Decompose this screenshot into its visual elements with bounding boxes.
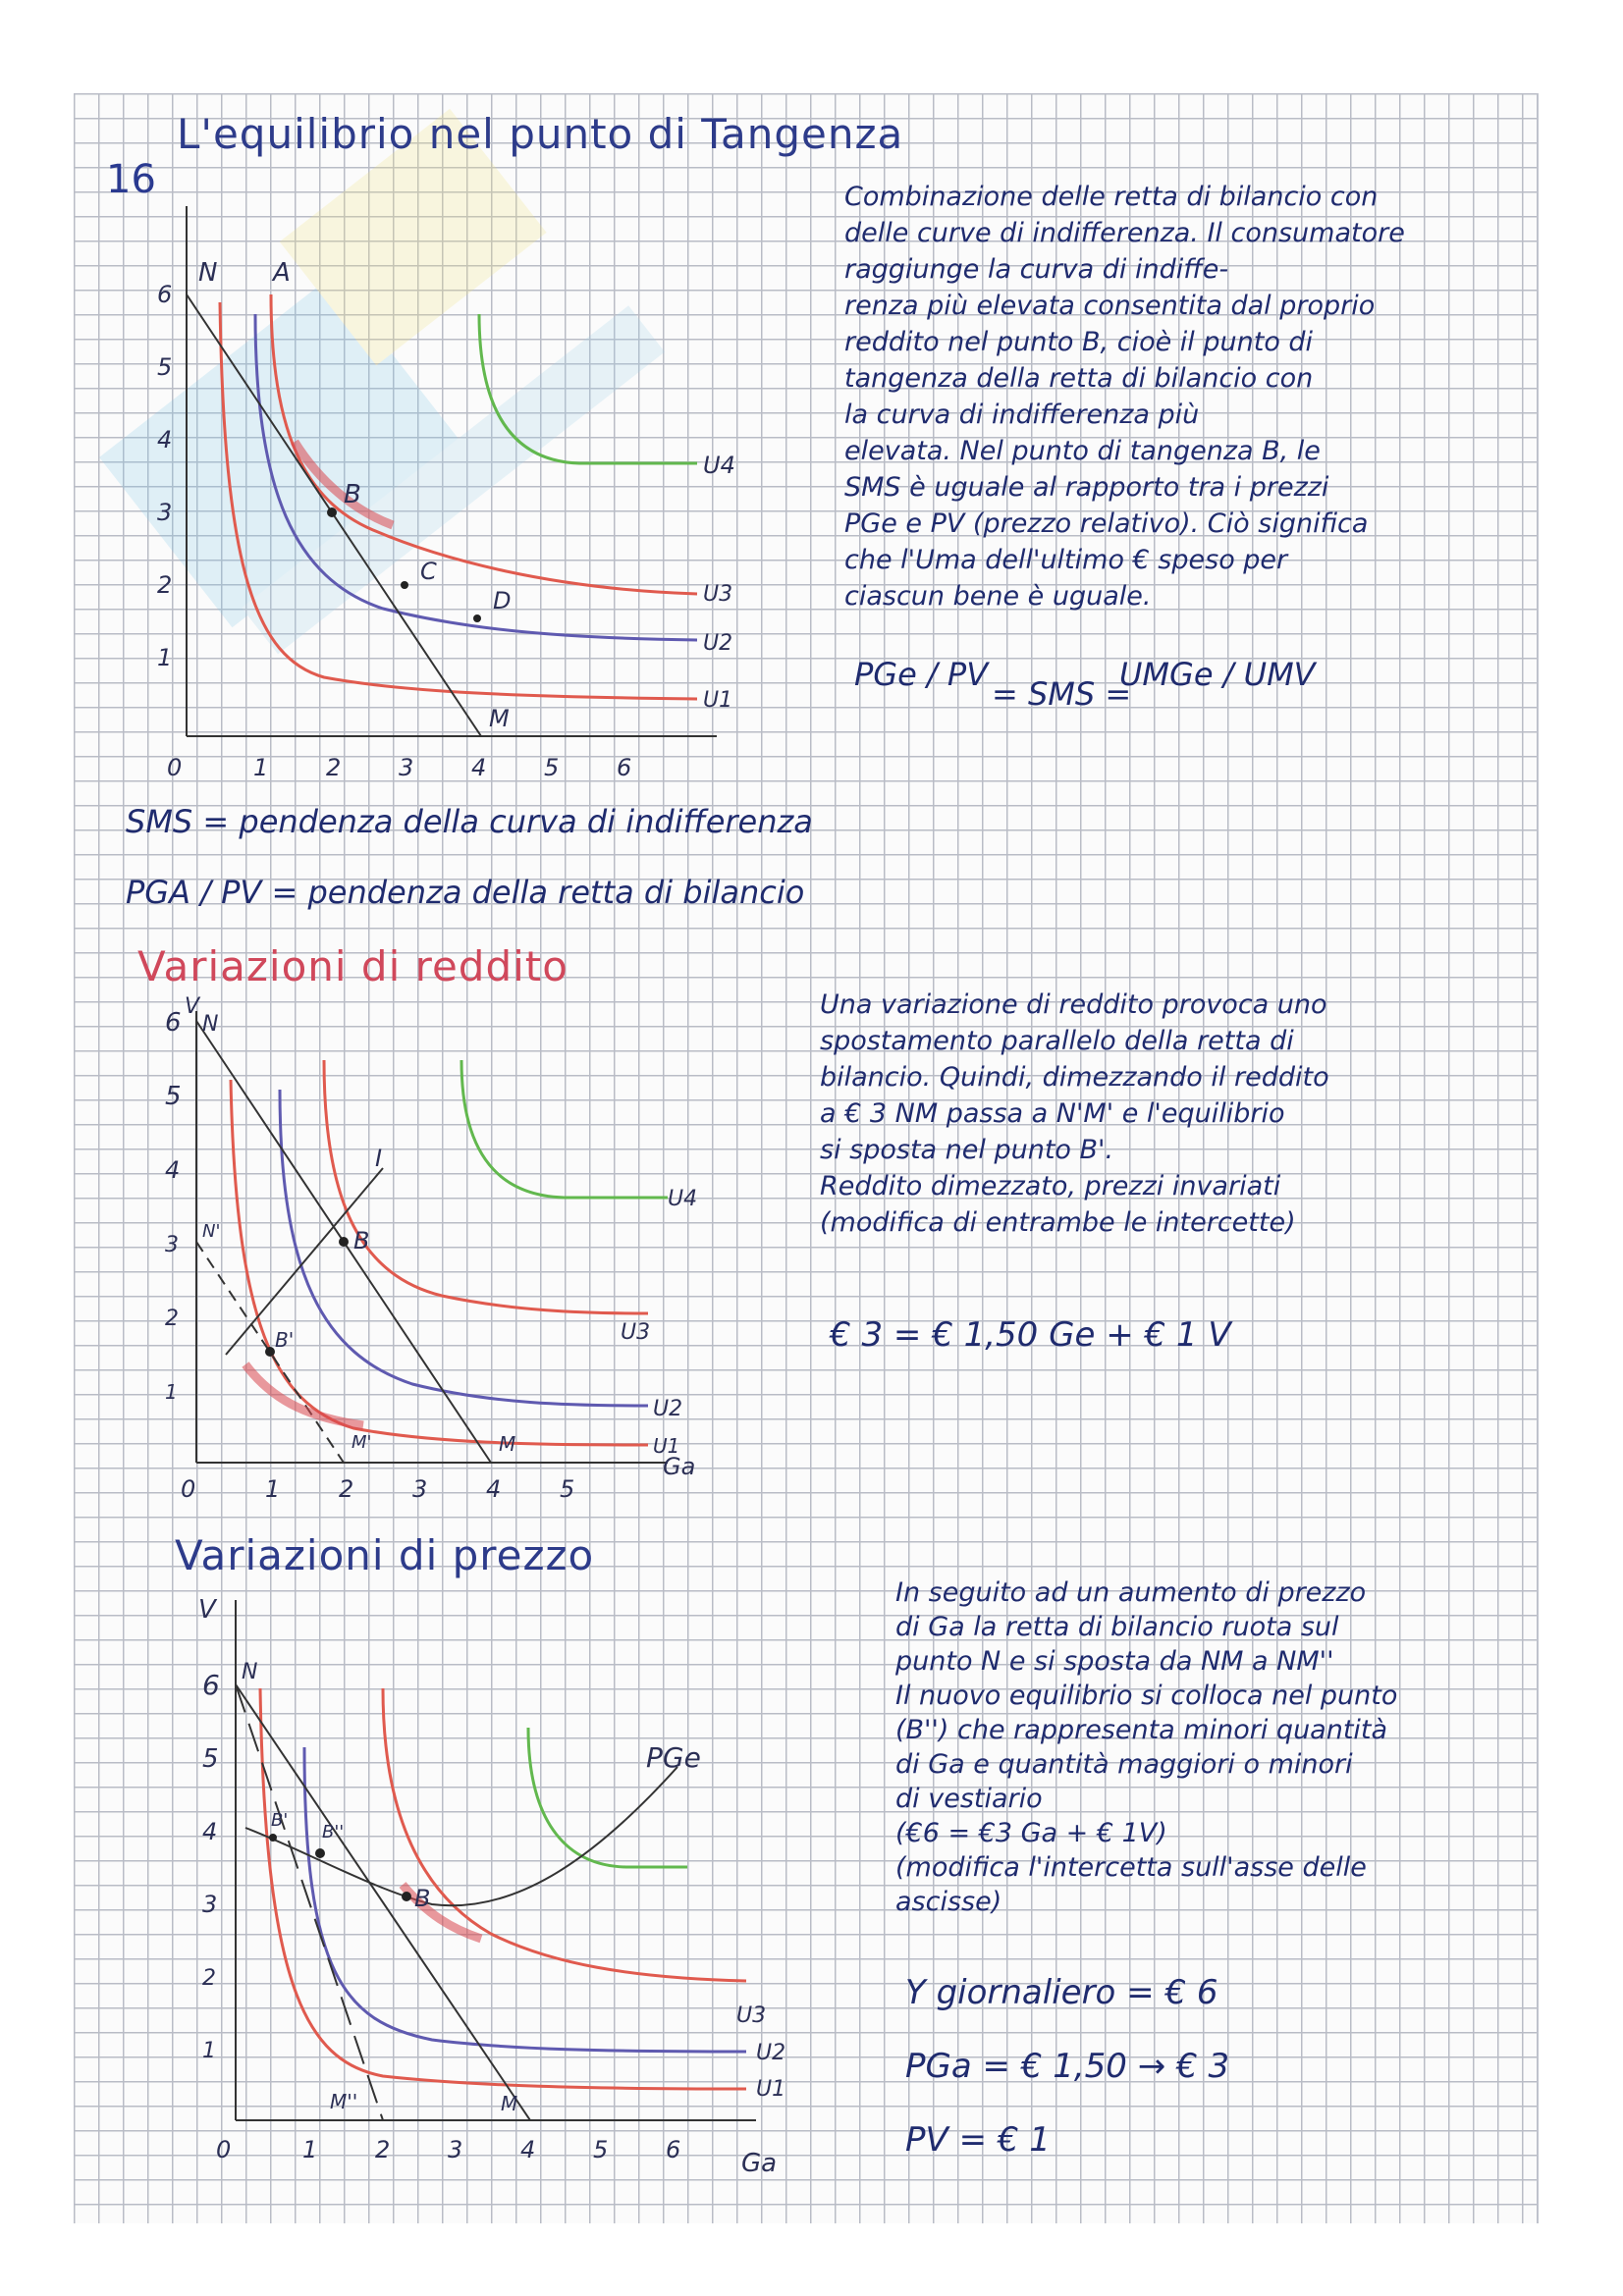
x-tick-0: 0 xyxy=(181,1475,196,1503)
label-u3: U3 xyxy=(621,1320,651,1345)
line: PGe e PV (prezzo relativo). Ciò significa xyxy=(844,508,1369,539)
y-tick-2: 2 xyxy=(157,571,173,599)
line: raggiunge la curva di indiffe- xyxy=(844,254,1229,285)
line: che l'Uma dell'ultimo € speso per xyxy=(844,545,1288,575)
label-b1: B' xyxy=(275,1328,295,1352)
label-m: M xyxy=(501,2092,518,2115)
line: Combinazione delle retta di bilancio con xyxy=(844,182,1379,212)
label-b: B xyxy=(344,480,361,509)
tangency-explanation xyxy=(844,179,1405,614)
x-tick-3: 3 xyxy=(412,1475,428,1503)
label-a: A xyxy=(273,258,291,288)
income-consumption-line xyxy=(226,1168,383,1355)
point-b1 xyxy=(269,1834,277,1842)
point-d xyxy=(473,614,481,622)
x-tick-0: 0 xyxy=(167,754,183,781)
y-axis-label: V xyxy=(198,1595,216,1625)
y-axis-label: V xyxy=(185,994,200,1019)
line: elevata. Nel punto di tangenza B, le xyxy=(844,436,1321,466)
x-tick-0: 0 xyxy=(216,2136,232,2163)
line: ascisse) xyxy=(895,1887,1002,1917)
line: a € 3 NM passa a N'M' e l'equilibrio xyxy=(820,1098,1285,1129)
curve-u2 xyxy=(304,1747,746,2052)
price-ga-change: PGa = € 1,50 → € 3 xyxy=(905,2047,1230,2086)
price-consumption-curve xyxy=(245,1767,677,1905)
income-equation: € 3 = € 1,50 Ge + € 1 V xyxy=(830,1315,1231,1355)
y-tick-5: 5 xyxy=(157,353,173,381)
y-tick-1: 1 xyxy=(202,2039,216,2063)
y-tick-5: 5 xyxy=(202,1744,219,1774)
x-tick-2: 2 xyxy=(375,2136,391,2163)
label-n: N xyxy=(198,258,218,288)
curve-u3 xyxy=(324,1060,648,1313)
label-u2: U2 xyxy=(653,1397,683,1421)
y-tick-2: 2 xyxy=(202,1966,216,1991)
label-b1: B' xyxy=(271,1810,289,1831)
label-u4: U4 xyxy=(668,1187,698,1211)
label-n1: N' xyxy=(202,1221,221,1242)
heading-price-variation: Variazioni di prezzo xyxy=(175,1531,595,1579)
formula-right: UMGe / UMV xyxy=(1119,656,1316,693)
x-tick-3: 3 xyxy=(399,754,414,781)
line: bilancio. Quindi, dimezzando il reddito xyxy=(820,1062,1329,1093)
label-u3: U3 xyxy=(736,2003,767,2028)
label-pge: PGe xyxy=(646,1741,701,1774)
line: di Ga e quantità maggiori o minori xyxy=(895,1749,1353,1780)
point-c xyxy=(401,581,408,589)
line: Il nuovo equilibrio si colloca nel punto xyxy=(895,1681,1398,1711)
line: tangenza della retta di bilancio con xyxy=(844,363,1314,394)
line: si sposta nel punto B'. xyxy=(820,1135,1114,1165)
x-tick-6: 6 xyxy=(617,754,632,781)
line: la curva di indifferenza più xyxy=(844,400,1200,430)
x-tick-4: 4 xyxy=(471,754,487,781)
label-u1: U1 xyxy=(703,688,733,713)
label-n: N xyxy=(242,1660,258,1684)
label-d: D xyxy=(493,587,512,614)
line: ciascun bene è uguale. xyxy=(844,581,1152,612)
y-tick-6: 6 xyxy=(165,1008,182,1038)
budget-line-nm2 xyxy=(236,1684,383,2120)
y-tick-6: 6 xyxy=(157,281,173,308)
x-tick-5: 5 xyxy=(560,1475,575,1503)
y-tick-4: 4 xyxy=(202,1818,218,1845)
point-b xyxy=(339,1237,349,1247)
line: reddito nel punto B, cioè il punto di xyxy=(844,327,1314,357)
line: In seguito ad un aumento di prezzo xyxy=(895,1577,1367,1608)
point-b xyxy=(402,1892,411,1901)
line: (modifica l'intercetta sull'asse delle xyxy=(895,1852,1367,1883)
label-c: C xyxy=(420,558,437,585)
line: delle curve di indifferenza. Il consumatore xyxy=(844,218,1405,248)
point-b2 xyxy=(315,1848,325,1858)
label-m2: M'' xyxy=(330,2090,358,2113)
daily-income: Y giornaliero = € 6 xyxy=(905,1973,1218,2012)
y-tick-1: 1 xyxy=(165,1380,178,1404)
x-tick-1: 1 xyxy=(253,754,269,781)
x-tick-5: 5 xyxy=(593,2136,609,2163)
label-b2: B'' xyxy=(322,1822,345,1842)
label-u2: U2 xyxy=(703,631,733,656)
line: di Ga la retta di bilancio ruota sul xyxy=(895,1612,1339,1642)
formula-left: PGe / PV xyxy=(854,656,989,693)
point-b xyxy=(327,507,337,517)
point-b1 xyxy=(265,1347,275,1357)
line: punto N e si sposta da NM a NM'' xyxy=(895,1646,1334,1677)
formula-middle: = SMS = xyxy=(992,675,1132,713)
label-u1: U1 xyxy=(756,2077,786,2102)
x-tick-1: 1 xyxy=(265,1475,281,1503)
price-v: PV = € 1 xyxy=(905,2120,1051,2160)
y-tick-3: 3 xyxy=(202,1891,218,1918)
x-axis-label: Ga xyxy=(663,1453,696,1480)
y-tick-3: 3 xyxy=(157,499,173,526)
x-tick-2: 2 xyxy=(326,754,342,781)
label-u3: U3 xyxy=(703,582,733,607)
line: (B'') che rappresenta minori quantità xyxy=(895,1715,1388,1745)
label-u1: U1 xyxy=(653,1434,680,1458)
label-b: B xyxy=(414,1885,431,1912)
y-tick-2: 2 xyxy=(165,1307,179,1331)
income-variation-explanation xyxy=(820,987,1329,1241)
u1-shading xyxy=(245,1364,363,1425)
line: (modifica di entrambe le intercette) xyxy=(820,1207,1296,1238)
chart-income-variation xyxy=(118,994,746,1551)
x-tick-6: 6 xyxy=(666,2136,681,2163)
line: Reddito dimezzato, prezzi invariati xyxy=(820,1171,1281,1201)
x-axis-label: Ga xyxy=(741,2149,778,2178)
price-ratio-definition: PGA / PV = pendenza della retta di bilancio xyxy=(126,874,805,911)
page-number: 16 xyxy=(106,157,156,202)
y-tick-3: 3 xyxy=(165,1233,179,1257)
label-i: I xyxy=(375,1145,383,1172)
y-tick-5: 5 xyxy=(165,1082,182,1111)
curve-u4 xyxy=(479,314,697,463)
label-m: M xyxy=(499,1432,516,1456)
y-tick-1: 1 xyxy=(157,644,173,671)
x-tick-2: 2 xyxy=(339,1475,354,1503)
curve-u3 xyxy=(383,1688,746,1981)
y-tick-6: 6 xyxy=(202,1669,220,1701)
x-tick-4: 4 xyxy=(486,1475,502,1503)
x-tick-5: 5 xyxy=(544,754,560,781)
page-title: L'equilibrio nel punto di Tangenza xyxy=(177,110,904,158)
label-m1: M' xyxy=(352,1432,372,1453)
line: di vestiario xyxy=(895,1784,1043,1814)
x-tick-1: 1 xyxy=(302,2136,318,2163)
label-u4: U4 xyxy=(703,452,735,479)
curve-u2 xyxy=(280,1090,651,1406)
label-n: N xyxy=(202,1012,219,1037)
x-tick-3: 3 xyxy=(448,2136,463,2163)
chart-price-variation xyxy=(157,1590,825,2179)
y-tick-4: 4 xyxy=(157,426,173,454)
line: spostamento parallelo della retta di xyxy=(820,1026,1294,1056)
line: Una variazione di reddito provoca uno xyxy=(820,989,1327,1020)
sms-definition: SMS = pendenza della curva di indifferenza xyxy=(126,803,813,840)
curve-u3 xyxy=(271,294,697,594)
label-b: B xyxy=(353,1227,370,1255)
y-tick-4: 4 xyxy=(165,1156,181,1184)
price-variation-explanation xyxy=(895,1575,1397,1919)
line: renza più elevata consentita dal proprio xyxy=(844,291,1376,321)
heading-income-variation: Variazioni di reddito xyxy=(137,942,568,990)
curve-u4 xyxy=(461,1060,668,1198)
chart-tangency xyxy=(108,196,736,805)
line: (€6 = €3 Ga + € 1V) xyxy=(895,1818,1167,1848)
label-m: M xyxy=(489,705,510,732)
label-u2: U2 xyxy=(756,2041,786,2065)
line: SMS è uguale al rapporto tra i prezzi xyxy=(844,472,1329,503)
x-tick-4: 4 xyxy=(520,2136,536,2163)
